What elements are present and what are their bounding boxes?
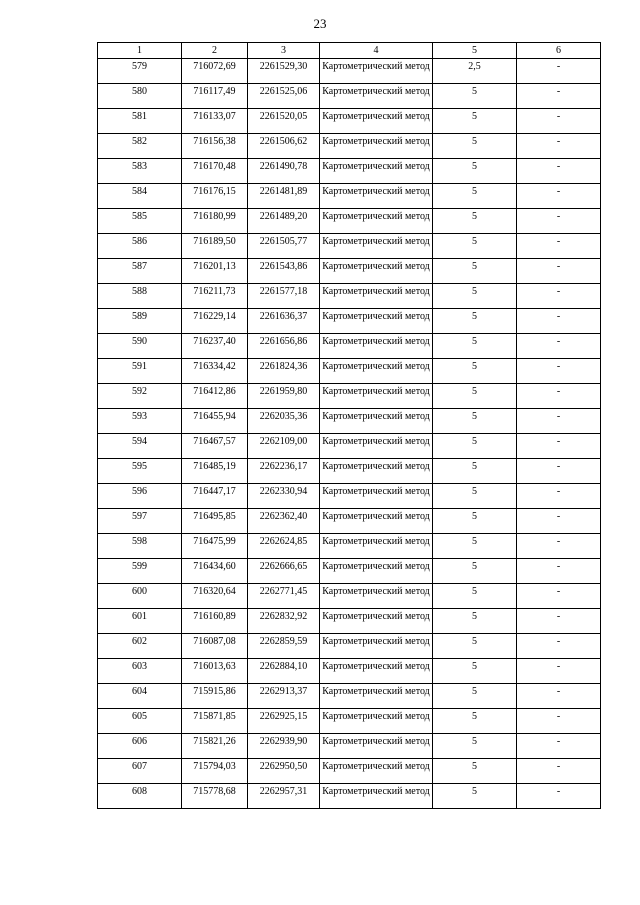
cell-note: - xyxy=(517,309,601,334)
method-text: Картометрический метод xyxy=(322,511,430,522)
cell-y-coordinate: 2261577,18 xyxy=(248,284,320,309)
method-text: Картометрический метод xyxy=(322,711,430,722)
cell-note: - xyxy=(517,759,601,784)
cell-method xyxy=(320,259,433,284)
cell-x-coordinate: 716412,86 xyxy=(182,384,248,409)
cell-method xyxy=(320,359,433,384)
column-header: 4 xyxy=(320,43,433,59)
cell-point-number: 580 xyxy=(98,84,182,109)
table-row xyxy=(98,709,601,734)
table-row xyxy=(98,784,601,809)
cell-x-coordinate: 716475,99 xyxy=(182,534,248,559)
cell-point-number: 583 xyxy=(98,159,182,184)
cell-x-coordinate: 716156,38 xyxy=(182,134,248,159)
cell-point-number: 581 xyxy=(98,109,182,134)
cell-method xyxy=(320,784,433,809)
method-text: Картометрический метод xyxy=(322,411,430,422)
cell-note: - xyxy=(517,509,601,534)
cell-y-coordinate: 2262771,45 xyxy=(248,584,320,609)
cell-note: - xyxy=(517,109,601,134)
cell-y-coordinate: 2261505,77 xyxy=(248,234,320,259)
cell-method xyxy=(320,434,433,459)
cell-method xyxy=(320,759,433,784)
table-row xyxy=(98,334,601,359)
cell-accuracy: 5 xyxy=(433,434,517,459)
cell-y-coordinate: 2262035,36 xyxy=(248,409,320,434)
cell-accuracy: 5 xyxy=(433,559,517,584)
cell-accuracy: 5 xyxy=(433,309,517,334)
cell-method xyxy=(320,734,433,759)
cell-accuracy: 5 xyxy=(433,359,517,384)
cell-method xyxy=(320,409,433,434)
cell-method xyxy=(320,309,433,334)
table-body xyxy=(98,59,601,809)
column-header: 5 xyxy=(433,43,517,59)
table-row xyxy=(98,409,601,434)
cell-x-coordinate: 715871,85 xyxy=(182,709,248,734)
method-text: Картометрический метод xyxy=(322,136,430,147)
cell-note: - xyxy=(517,559,601,584)
cell-y-coordinate: 2261489,20 xyxy=(248,209,320,234)
cell-accuracy: 5 xyxy=(433,259,517,284)
cell-point-number: 587 xyxy=(98,259,182,284)
table-row xyxy=(98,259,601,284)
cell-point-number: 591 xyxy=(98,359,182,384)
method-text: Картометрический метод xyxy=(322,336,430,347)
cell-accuracy: 5 xyxy=(433,734,517,759)
cell-point-number: 602 xyxy=(98,634,182,659)
table-row xyxy=(98,534,601,559)
cell-y-coordinate: 2262859,59 xyxy=(248,634,320,659)
method-text: Картометрический метод xyxy=(322,761,430,772)
method-text: Картометрический метод xyxy=(322,111,430,122)
table-row xyxy=(98,109,601,134)
cell-note: - xyxy=(517,59,601,84)
table-row xyxy=(98,209,601,234)
cell-x-coordinate: 715915,86 xyxy=(182,684,248,709)
cell-method xyxy=(320,384,433,409)
cell-y-coordinate: 2261520,05 xyxy=(248,109,320,134)
cell-point-number: 603 xyxy=(98,659,182,684)
cell-y-coordinate: 2262666,65 xyxy=(248,559,320,584)
method-text: Картометрический метод xyxy=(322,361,430,372)
cell-point-number: 598 xyxy=(98,534,182,559)
method-text: Картометрический метод xyxy=(322,86,430,97)
cell-note: - xyxy=(517,409,601,434)
cell-x-coordinate: 716495,85 xyxy=(182,509,248,534)
cell-method xyxy=(320,509,433,534)
cell-accuracy: 5 xyxy=(433,84,517,109)
method-text: Картометрический метод xyxy=(322,611,430,622)
cell-accuracy: 5 xyxy=(433,709,517,734)
cell-x-coordinate: 716334,42 xyxy=(182,359,248,384)
cell-y-coordinate: 2261525,06 xyxy=(248,84,320,109)
cell-method xyxy=(320,159,433,184)
cell-x-coordinate: 715778,68 xyxy=(182,784,248,809)
cell-x-coordinate: 716180,99 xyxy=(182,209,248,234)
cell-point-number: 604 xyxy=(98,684,182,709)
cell-y-coordinate: 2262362,40 xyxy=(248,509,320,534)
method-text: Картометрический метод xyxy=(322,236,430,247)
method-text: Картометрический метод xyxy=(322,486,430,497)
table-row xyxy=(98,634,601,659)
cell-accuracy: 2,5 xyxy=(433,59,517,84)
cell-y-coordinate: 2261543,86 xyxy=(248,259,320,284)
cell-note: - xyxy=(517,434,601,459)
cell-point-number: 589 xyxy=(98,309,182,334)
cell-y-coordinate: 2262925,15 xyxy=(248,709,320,734)
cell-method xyxy=(320,184,433,209)
method-text: Картометрический метод xyxy=(322,461,430,472)
cell-x-coordinate: 716170,48 xyxy=(182,159,248,184)
cell-method xyxy=(320,459,433,484)
cell-y-coordinate: 2261959,80 xyxy=(248,384,320,409)
cell-y-coordinate: 2261824,36 xyxy=(248,359,320,384)
cell-method xyxy=(320,59,433,84)
cell-note: - xyxy=(517,334,601,359)
cell-x-coordinate: 716434,60 xyxy=(182,559,248,584)
cell-y-coordinate: 2262884,10 xyxy=(248,659,320,684)
cell-y-coordinate: 2262832,92 xyxy=(248,609,320,634)
cell-x-coordinate: 716117,49 xyxy=(182,84,248,109)
cell-y-coordinate: 2261490,78 xyxy=(248,159,320,184)
cell-point-number: 607 xyxy=(98,759,182,784)
cell-accuracy: 5 xyxy=(433,109,517,134)
cell-note: - xyxy=(517,209,601,234)
cell-accuracy: 5 xyxy=(433,659,517,684)
cell-accuracy: 5 xyxy=(433,684,517,709)
cell-point-number: 597 xyxy=(98,509,182,534)
cell-point-number: 593 xyxy=(98,409,182,434)
cell-y-coordinate: 2261506,62 xyxy=(248,134,320,159)
cell-point-number: 585 xyxy=(98,209,182,234)
column-header: 6 xyxy=(517,43,601,59)
cell-point-number: 605 xyxy=(98,709,182,734)
cell-y-coordinate: 2262624,85 xyxy=(248,534,320,559)
method-text: Картометрический метод xyxy=(322,586,430,597)
cell-note: - xyxy=(517,684,601,709)
cell-accuracy: 5 xyxy=(433,209,517,234)
cell-point-number: 594 xyxy=(98,434,182,459)
cell-note: - xyxy=(517,134,601,159)
cell-x-coordinate: 716133,07 xyxy=(182,109,248,134)
table-row xyxy=(98,59,601,84)
cell-accuracy: 5 xyxy=(433,234,517,259)
cell-note: - xyxy=(517,384,601,409)
cell-point-number: 596 xyxy=(98,484,182,509)
cell-point-number: 606 xyxy=(98,734,182,759)
cell-y-coordinate: 2261481,89 xyxy=(248,184,320,209)
cell-y-coordinate: 2262109,00 xyxy=(248,434,320,459)
cell-method xyxy=(320,134,433,159)
table-row xyxy=(98,584,601,609)
cell-accuracy: 5 xyxy=(433,759,517,784)
cell-point-number: 600 xyxy=(98,584,182,609)
cell-note: - xyxy=(517,584,601,609)
cell-y-coordinate: 2262913,37 xyxy=(248,684,320,709)
cell-accuracy: 5 xyxy=(433,784,517,809)
cell-accuracy: 5 xyxy=(433,509,517,534)
cell-method xyxy=(320,284,433,309)
column-header: 3 xyxy=(248,43,320,59)
cell-note: - xyxy=(517,709,601,734)
cell-accuracy: 5 xyxy=(433,184,517,209)
cell-point-number: 582 xyxy=(98,134,182,159)
cell-note: - xyxy=(517,284,601,309)
cell-method xyxy=(320,109,433,134)
cell-method xyxy=(320,209,433,234)
table-row xyxy=(98,459,601,484)
method-text: Картометрический метод xyxy=(322,786,430,797)
cell-point-number: 590 xyxy=(98,334,182,359)
table-row xyxy=(98,734,601,759)
cell-accuracy: 5 xyxy=(433,459,517,484)
cell-note: - xyxy=(517,634,601,659)
cell-x-coordinate: 716211,73 xyxy=(182,284,248,309)
table-row xyxy=(98,684,601,709)
cell-method xyxy=(320,684,433,709)
method-text: Картометрический метод xyxy=(322,686,430,697)
table-row xyxy=(98,184,601,209)
cell-accuracy: 5 xyxy=(433,634,517,659)
cell-x-coordinate: 716237,40 xyxy=(182,334,248,359)
cell-point-number: 584 xyxy=(98,184,182,209)
cell-method xyxy=(320,709,433,734)
table-row xyxy=(98,84,601,109)
method-text: Картометрический метод xyxy=(322,261,430,272)
cell-x-coordinate: 716201,13 xyxy=(182,259,248,284)
method-text: Картометрический метод xyxy=(322,161,430,172)
method-text: Картометрический метод xyxy=(322,636,430,647)
column-header: 1 xyxy=(98,43,182,59)
cell-method xyxy=(320,484,433,509)
cell-y-coordinate: 2262957,31 xyxy=(248,784,320,809)
cell-x-coordinate: 716320,64 xyxy=(182,584,248,609)
column-header: 2 xyxy=(182,43,248,59)
method-text: Картометрический метод xyxy=(322,61,430,72)
table-row xyxy=(98,659,601,684)
cell-note: - xyxy=(517,84,601,109)
cell-x-coordinate: 716160,89 xyxy=(182,609,248,634)
table-row xyxy=(98,759,601,784)
cell-accuracy: 5 xyxy=(433,484,517,509)
table-header-row xyxy=(98,43,601,59)
cell-note: - xyxy=(517,259,601,284)
table-row xyxy=(98,284,601,309)
cell-note: - xyxy=(517,484,601,509)
cell-method xyxy=(320,609,433,634)
cell-method xyxy=(320,559,433,584)
cell-x-coordinate: 716467,57 xyxy=(182,434,248,459)
cell-x-coordinate: 716087,08 xyxy=(182,634,248,659)
coordinates-table xyxy=(97,42,601,809)
table-row xyxy=(98,484,601,509)
method-text: Картометрический метод xyxy=(322,311,430,322)
cell-note: - xyxy=(517,159,601,184)
cell-note: - xyxy=(517,459,601,484)
cell-x-coordinate: 716013,63 xyxy=(182,659,248,684)
method-text: Картометрический метод xyxy=(322,736,430,747)
cell-accuracy: 5 xyxy=(433,384,517,409)
cell-method xyxy=(320,84,433,109)
cell-y-coordinate: 2261529,30 xyxy=(248,59,320,84)
table-row xyxy=(98,234,601,259)
method-text: Картометрический метод xyxy=(322,211,430,222)
cell-x-coordinate: 715821,26 xyxy=(182,734,248,759)
cell-note: - xyxy=(517,784,601,809)
method-text: Картометрический метод xyxy=(322,386,430,397)
cell-accuracy: 5 xyxy=(433,334,517,359)
cell-point-number: 601 xyxy=(98,609,182,634)
cell-accuracy: 5 xyxy=(433,609,517,634)
cell-note: - xyxy=(517,359,601,384)
cell-note: - xyxy=(517,234,601,259)
table-row xyxy=(98,509,601,534)
cell-y-coordinate: 2262330,94 xyxy=(248,484,320,509)
table-row xyxy=(98,559,601,584)
cell-method xyxy=(320,584,433,609)
cell-x-coordinate: 716189,50 xyxy=(182,234,248,259)
cell-x-coordinate: 716447,17 xyxy=(182,484,248,509)
table-row xyxy=(98,384,601,409)
method-text: Картометрический метод xyxy=(322,186,430,197)
table-row xyxy=(98,134,601,159)
cell-x-coordinate: 716229,14 xyxy=(182,309,248,334)
table-row xyxy=(98,159,601,184)
cell-accuracy: 5 xyxy=(433,159,517,184)
cell-x-coordinate: 716176,15 xyxy=(182,184,248,209)
cell-x-coordinate: 716455,94 xyxy=(182,409,248,434)
cell-note: - xyxy=(517,534,601,559)
table-row xyxy=(98,359,601,384)
cell-y-coordinate: 2261636,37 xyxy=(248,309,320,334)
cell-point-number: 592 xyxy=(98,384,182,409)
cell-x-coordinate: 716072,69 xyxy=(182,59,248,84)
cell-x-coordinate: 716485,19 xyxy=(182,459,248,484)
cell-point-number: 599 xyxy=(98,559,182,584)
cell-accuracy: 5 xyxy=(433,134,517,159)
table-row xyxy=(98,434,601,459)
cell-y-coordinate: 2262939,90 xyxy=(248,734,320,759)
cell-x-coordinate: 715794,03 xyxy=(182,759,248,784)
cell-point-number: 595 xyxy=(98,459,182,484)
method-text: Картометрический метод xyxy=(322,536,430,547)
cell-point-number: 588 xyxy=(98,284,182,309)
cell-note: - xyxy=(517,184,601,209)
cell-note: - xyxy=(517,659,601,684)
cell-y-coordinate: 2262236,17 xyxy=(248,459,320,484)
page-number: 23 xyxy=(313,16,327,31)
cell-point-number: 586 xyxy=(98,234,182,259)
cell-accuracy: 5 xyxy=(433,534,517,559)
method-text: Картометрический метод xyxy=(322,661,430,672)
cell-accuracy: 5 xyxy=(433,284,517,309)
cell-method xyxy=(320,334,433,359)
method-text: Картометрический метод xyxy=(322,561,430,572)
cell-note: - xyxy=(517,609,601,634)
cell-y-coordinate: 2262950,50 xyxy=(248,759,320,784)
cell-accuracy: 5 xyxy=(433,409,517,434)
table-row xyxy=(98,609,601,634)
cell-note: - xyxy=(517,734,601,759)
method-text: Картометрический метод xyxy=(322,436,430,447)
cell-method xyxy=(320,659,433,684)
cell-method xyxy=(320,234,433,259)
cell-accuracy: 5 xyxy=(433,584,517,609)
method-text: Картометрический метод xyxy=(322,286,430,297)
cell-y-coordinate: 2261656,86 xyxy=(248,334,320,359)
cell-method xyxy=(320,634,433,659)
cell-method xyxy=(320,534,433,559)
cell-point-number: 608 xyxy=(98,784,182,809)
table-row xyxy=(98,309,601,334)
cell-point-number: 579 xyxy=(98,59,182,84)
